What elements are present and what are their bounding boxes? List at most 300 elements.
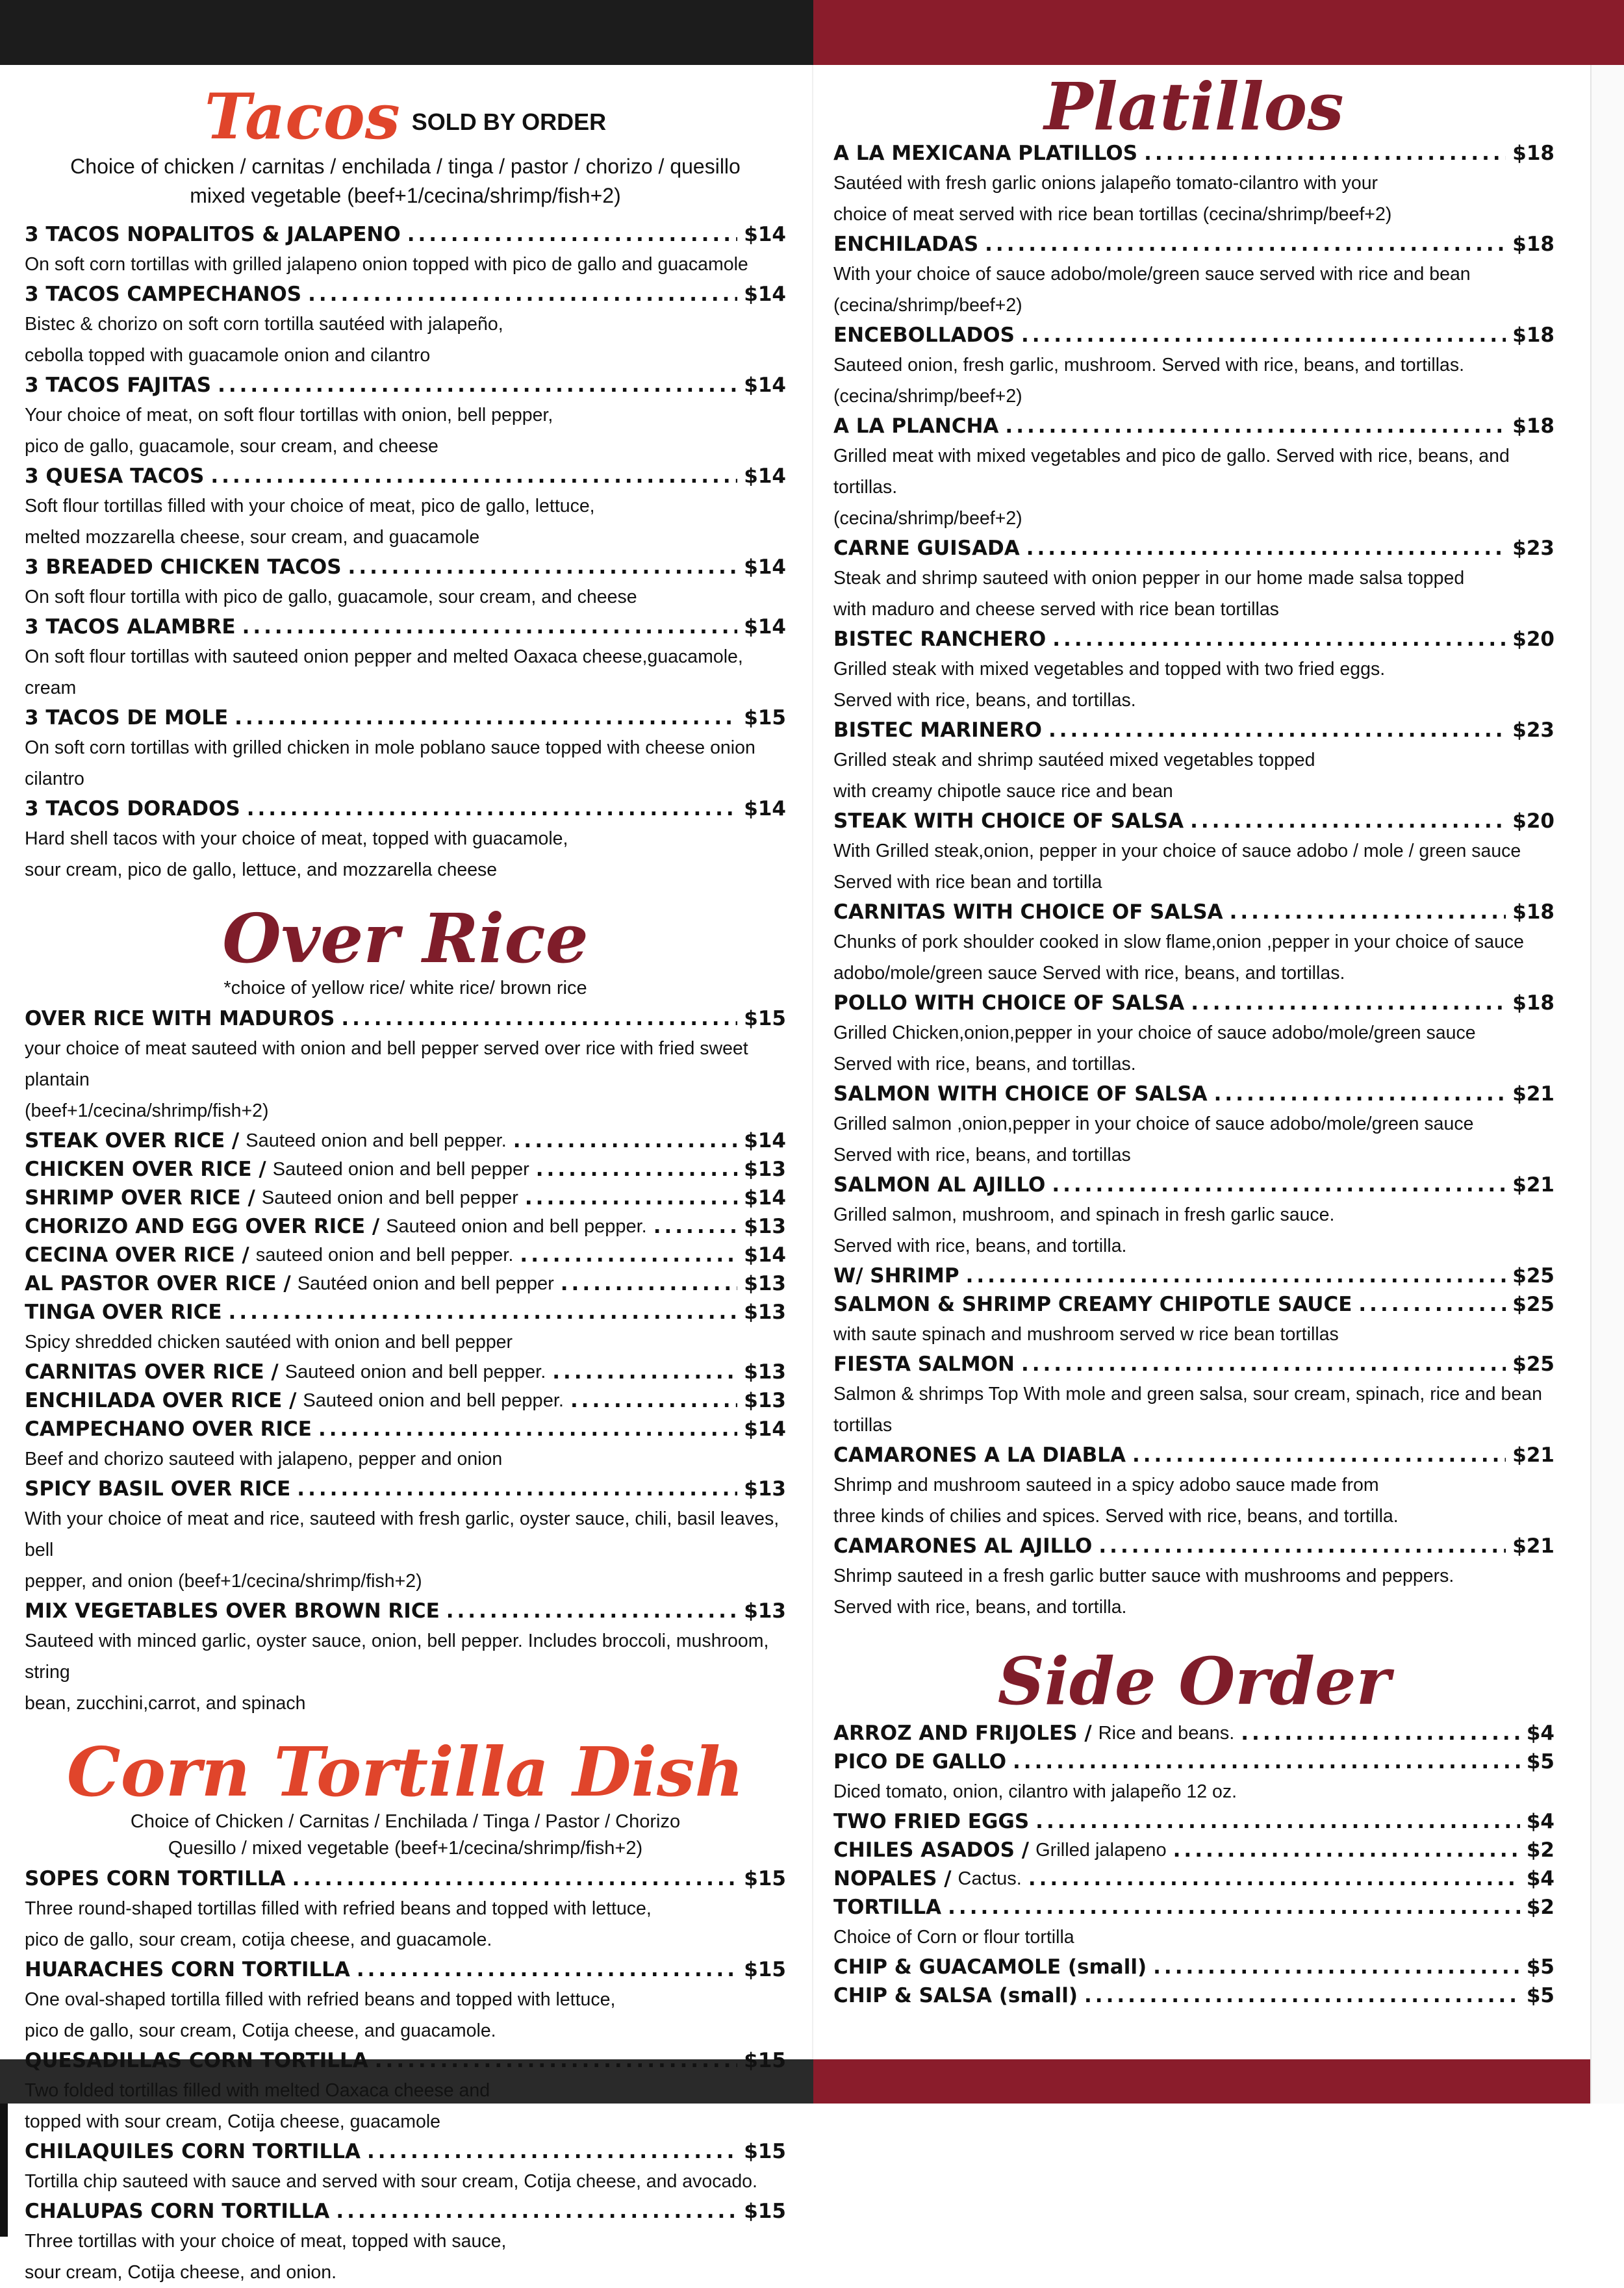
- menu-item-header: [25, 1298, 786, 1327]
- menu-item-price: $4: [1526, 1867, 1554, 1890]
- section-title: Corn Tortilla Dish: [66, 1732, 744, 1812]
- menu-item-header: [833, 1748, 1554, 1776]
- menu-item: [833, 1532, 1554, 1623]
- menu-item-description: Grilled salmon, mushroom, and spinach in fresh garlic sauce.: [833, 1204, 1335, 1225]
- menu-item-header: [25, 1004, 786, 1033]
- menu-item-price: $15: [744, 2200, 786, 2224]
- menu-item-description: adobo/mole/green sauce Served with rice, beans, and tortillas.: [833, 963, 1345, 984]
- menu-item-price: $15: [744, 2049, 786, 2073]
- menu-item: [25, 1184, 786, 1212]
- dot-leader: [308, 280, 737, 309]
- menu-item-description: Choice of Corn or flour tortilla: [833, 1927, 1074, 1948]
- dot-leader: [235, 704, 737, 732]
- menu-item-header: [833, 1080, 1554, 1108]
- dot-leader: [218, 371, 737, 400]
- menu-item-header: [25, 1475, 786, 1503]
- menu-item-price: $5: [1526, 1750, 1554, 1773]
- menu-item-note: sauteed onion and bell pepper.: [255, 1245, 514, 1266]
- menu-item: [833, 1864, 1554, 1893]
- menu-item-description: Served with rice, beans, and tortillas.: [833, 1054, 1136, 1074]
- page-edge-strip: [1590, 65, 1624, 2104]
- menu-item-header: [25, 2137, 786, 2166]
- menu-item-name: CHILES ASADOS /: [833, 1838, 1030, 1862]
- menu-item-header: [833, 898, 1554, 926]
- menu-item-header: [25, 1155, 786, 1184]
- menu-item-price: $13: [744, 1389, 786, 1413]
- menu-item-header: [833, 139, 1554, 168]
- menu-item-header: [25, 2046, 786, 2075]
- menu-item: [25, 1269, 786, 1298]
- section-intro: [25, 1809, 786, 1862]
- menu-item-header: [25, 280, 786, 309]
- menu-item-description: Hard shell tacos with your choice of meat, topped with guacamole,: [25, 828, 568, 849]
- intro-line: Choice of Chicken / Carnitas / Enchilada / Tinga / Pastor / Chorizo: [130, 1811, 681, 1833]
- menu-item-header: [833, 1836, 1554, 1864]
- menu-item-price: $13: [744, 1215, 786, 1239]
- menu-item-name: 3 TACOS NOPALITOS & JALAPENO: [25, 222, 401, 246]
- dot-leader: [336, 2197, 737, 2226]
- menu-item-price: $20: [1512, 628, 1554, 651]
- menu-item: [833, 1350, 1554, 1441]
- menu-item-note: Sauteed onion and bell pepper: [272, 1159, 529, 1180]
- menu-item-header: [25, 462, 786, 490]
- dot-leader: [367, 2137, 737, 2166]
- menu-item-price: $13: [744, 1272, 786, 1296]
- menu-item-header: [25, 1358, 786, 1386]
- menu-item-header: [25, 371, 786, 400]
- menu-item-description: Served with rice, beans, and tortilla.: [833, 1236, 1127, 1256]
- menu-item-price: $2: [1526, 1838, 1554, 1862]
- menu-item-name: CARNE GUISADA: [833, 537, 1020, 560]
- left-column: [25, 65, 786, 2288]
- intro-line: mixed vegetable (beef+1/cecina/shrimp/fish+2): [190, 184, 621, 208]
- menu-item: [833, 625, 1554, 716]
- menu-item: [833, 1836, 1554, 1864]
- menu-item-header: [833, 989, 1554, 1017]
- menu-item-description: sour cream, pico de gallo, lettuce, and mozzarella cheese: [25, 859, 498, 880]
- dot-leader: [1241, 1719, 1520, 1748]
- menu-item-description: Sauteed onion, fresh garlic, mushroom. Served with rice, beans, and tortillas.: [833, 355, 1465, 375]
- menu-item-name: A LA PLANCHA: [833, 414, 999, 438]
- menu-item: [833, 989, 1554, 1080]
- menu-item: [25, 1386, 786, 1415]
- menu-item-name: STEAK OVER RICE /: [25, 1129, 240, 1153]
- menu-item-price: $21: [1512, 1173, 1554, 1197]
- menu-item-header: [833, 625, 1554, 654]
- menu-item-description: with maduro and cheese served with rice bean tortillas: [833, 599, 1279, 620]
- dot-leader: [247, 794, 738, 823]
- dot-leader: [1013, 1748, 1520, 1776]
- menu-item-description: Tortilla chip sauteed with sauce and served with sour cream, Cotija cheese, and avocado.: [25, 2171, 757, 2193]
- menu-item-header: [833, 1441, 1554, 1469]
- menu-item-description: With your choice of sauce adobo/mole/green sauce served with rice and bean: [833, 264, 1471, 285]
- menu-item: [833, 534, 1554, 625]
- dot-leader: [341, 1004, 737, 1033]
- dot-leader: [1052, 1171, 1506, 1199]
- menu-item-description: On soft flour tortilla with pico de gallo, guacamole, sour cream, and cheese: [25, 586, 637, 607]
- menu-item-name: NOPALES /: [833, 1867, 952, 1890]
- scan-edge: [0, 2104, 8, 2237]
- menu-item-name: SHRIMP OVER RICE /: [25, 1186, 255, 1210]
- menu-item-header: [25, 1415, 786, 1443]
- menu-item-description: Sautéed with fresh garlic onions jalapeño tomato-cilantro with your: [833, 173, 1378, 194]
- menu-item-description: (cecina/shrimp/beef+2): [833, 295, 1022, 316]
- menu-item-description: Salmon & shrimps Top With mole and green salsa, sour cream, spinach, rice and bean tortillas: [833, 1384, 1542, 1436]
- dot-leader: [446, 1597, 738, 1625]
- menu-item: [25, 1126, 786, 1155]
- menu-item-description: three kinds of chilies and spices. Served with rice, beans, and tortilla.: [833, 1506, 1399, 1527]
- menu-item-note: Sauteed onion and bell pepper.: [246, 1130, 507, 1152]
- menu-item: [833, 807, 1554, 898]
- menu-item: [833, 230, 1554, 321]
- menu-item: [25, 2046, 786, 2137]
- menu-item-name: 3 TACOS DE MOLE: [25, 705, 229, 730]
- menu-item-description: Soft flour tortillas filled with your choice of meat, pico de gallo, lettuce,: [25, 495, 595, 516]
- menu-item-name: TORTILLA: [833, 1896, 942, 1919]
- menu-items: [833, 1719, 1554, 2010]
- menu-item-description: Grilled steak and shrimp sautéed mixed vegetables topped: [833, 750, 1315, 770]
- menu-item-header: [25, 2197, 786, 2226]
- menu-item-price: $14: [744, 1186, 786, 1210]
- menu-item-name: W/ SHRIMP: [833, 1264, 959, 1288]
- menu-item-description: Your choice of meat, on soft flour tortillas with onion, bell pepper,: [25, 404, 553, 426]
- dot-leader: [561, 1269, 738, 1298]
- dot-leader: [1052, 625, 1506, 654]
- dot-leader: [653, 1212, 738, 1241]
- menu-item: [25, 794, 786, 885]
- dot-leader: [1132, 1441, 1506, 1469]
- menu-item-header: [833, 1171, 1554, 1199]
- menu-item-description: Grilled meat with mixed vegetables and pico de gallo. Served with rice, beans, and tortillas.: [833, 446, 1510, 498]
- tacos-section: [25, 80, 786, 885]
- menu-item-name: CECINA OVER RICE /: [25, 1243, 249, 1267]
- menu-item: [833, 1981, 1554, 2010]
- menu-item: [25, 704, 786, 794]
- tacos-header: [25, 80, 786, 153]
- menu-item-name: ENCHILADAS: [833, 233, 979, 256]
- menu-item-header: [833, 534, 1554, 563]
- dot-leader: [513, 1126, 738, 1155]
- side-order-section: [833, 1643, 1554, 2010]
- dot-leader: [1190, 807, 1506, 835]
- section-intro: [25, 152, 786, 211]
- section-title: Platillos: [1044, 68, 1344, 145]
- menu-item-header: [25, 553, 786, 581]
- menu-item-header: [25, 1955, 786, 1984]
- menu-item-description: One oval-shaped tortilla filled with refried beans and topped with lettuce,: [25, 1989, 616, 2011]
- menu-item-name: STEAK WITH CHOICE OF SALSA: [833, 809, 1184, 833]
- menu-item-description: (cecina/shrimp/beef+2): [833, 386, 1022, 407]
- menu-item: [833, 1807, 1554, 1836]
- menu-item: [833, 1171, 1554, 1262]
- menu-item-price: $21: [1512, 1082, 1554, 1106]
- menu-item-description: topped with sour cream, Cotija cheese, guacamole: [25, 2111, 441, 2133]
- menu-item-header: [833, 1719, 1554, 1748]
- menu-item: [25, 1415, 786, 1475]
- menu-item: [25, 613, 786, 704]
- menu-item-name: A LA MEXICANA PLATILLOS: [833, 142, 1138, 165]
- column-divider: [812, 65, 813, 2059]
- menu-item-price: $21: [1512, 1443, 1554, 1467]
- dot-leader: [1144, 139, 1506, 168]
- menu-item-price: $18: [1512, 233, 1554, 256]
- menu-item-header: [25, 1241, 786, 1269]
- menu-item-price: $15: [744, 2140, 786, 2164]
- menu-item-description: with saute spinach and mushroom served w rice bean tortillas: [833, 1324, 1339, 1345]
- menu-item-description: Beef and chorizo sauteed with jalapeno, pepper and onion: [25, 1449, 503, 1470]
- menu-item-price: $15: [744, 1007, 786, 1031]
- menu-item: [25, 220, 786, 280]
- menu-item-description: your choice of meat sauteed with onion and bell pepper served over rice with fried sweet plantain: [25, 1038, 748, 1091]
- menu-item-name: ARROZ AND FRIJOLES /: [833, 1722, 1092, 1745]
- dot-leader: [1098, 1532, 1506, 1560]
- menu-item-name: 3 TACOS CAMPECHANOS: [25, 282, 302, 306]
- menu-item-header: [833, 1864, 1554, 1893]
- menu-item-header: [833, 807, 1554, 835]
- menu-item-name: TWO FRIED EGGS: [833, 1810, 1030, 1833]
- menu-item-price: $23: [1512, 537, 1554, 560]
- menu-item-price: $5: [1526, 1984, 1554, 2007]
- menu-item-price: $14: [744, 796, 786, 820]
- dot-leader: [1214, 1080, 1506, 1108]
- menu-item-name: 3 TACOS FAJITAS: [25, 373, 212, 397]
- menu-item: [25, 371, 786, 462]
- dot-leader: [966, 1262, 1506, 1290]
- menu-item: [25, 2137, 786, 2197]
- menu-item-description: Two folded tortillas filled with melted Oaxaca cheese and: [25, 2080, 490, 2102]
- menu-item-name: CAMPECHANO OVER RICE: [25, 1417, 312, 1442]
- menu-item-name: POLLO WITH CHOICE OF SALSA: [833, 991, 1185, 1015]
- dot-leader: [552, 1358, 737, 1386]
- menu-item-price: $18: [1512, 414, 1554, 438]
- dot-leader: [570, 1386, 737, 1415]
- menu-item-description: Steak and shrimp sauteed with onion pepper in our home made salsa topped: [833, 568, 1465, 589]
- bottom-band-maroon: [813, 2059, 1590, 2104]
- dot-leader: [525, 1184, 737, 1212]
- menu-item-header: [833, 1953, 1554, 1981]
- sold-by-order-label: SOLD BY ORDER: [411, 108, 607, 136]
- menu-item-name: SALMON AL AJILLO: [833, 1173, 1046, 1197]
- menu-item-description: With your choice of meat and rice, sauteed with fresh garlic, oyster sauce, chili, basil leaves, bell: [25, 1508, 780, 1561]
- menu-item-price: $14: [744, 1129, 786, 1153]
- menu-item: [833, 1441, 1554, 1532]
- corn-tortilla-section: [25, 1732, 786, 2288]
- menu-item-price: $2: [1526, 1896, 1554, 1919]
- dot-leader: [1048, 716, 1506, 744]
- dot-leader: [520, 1241, 737, 1269]
- section-title: Over Rice: [222, 898, 589, 978]
- menu-item-name: SALMON WITH CHOICE OF SALSA: [833, 1082, 1208, 1106]
- menu-item-price: $25: [1512, 1353, 1554, 1376]
- menu-item-price: $14: [744, 555, 786, 579]
- menu-item-price: $4: [1526, 1722, 1554, 1745]
- menu-item-description: Chunks of pork shoulder cooked in slow flame,onion ,pepper in your choice of sauce: [833, 932, 1525, 952]
- menu-item-name: BISTEC RANCHERO: [833, 628, 1047, 651]
- menu-item-description: with creamy chipotle sauce rice and bean: [833, 781, 1173, 802]
- menu-item: [25, 280, 786, 371]
- menu-item: [25, 462, 786, 553]
- menu-item-header: [833, 1532, 1554, 1560]
- menu-item-description: Served with rice, beans, and tortilla.: [833, 1597, 1127, 1618]
- dot-leader: [375, 2046, 738, 2075]
- menu-item-description: pico de gallo, guacamole, sour cream, and cheese: [25, 435, 438, 457]
- menu-item-description: (beef+1/cecina/shrimp/fish+2): [25, 1100, 269, 1122]
- menu-item-description: On soft corn tortillas with grilled jalapeno onion topped with pico de gallo and guacamole: [25, 253, 748, 275]
- dot-leader: [1005, 412, 1506, 440]
- menu-item-description: (cecina/shrimp/beef+2): [833, 508, 1022, 529]
- menu-item-description: Three round-shaped tortillas filled with refried beans and topped with lettuce,: [25, 1898, 652, 1920]
- menu-item-price: $15: [744, 1867, 786, 1891]
- menu-item-note: Sauteed onion and bell pepper.: [285, 1362, 546, 1383]
- menu-item-price: $25: [1512, 1264, 1554, 1288]
- menu-item-name: ENCEBOLLADOS: [833, 324, 1015, 347]
- intro-line: Quesillo / mixed vegetable (beef+1/cecina/shrimp/fish+2): [168, 1838, 643, 1859]
- menu-item-price: $13: [744, 1360, 786, 1384]
- menu-item-description: Diced tomato, onion, cilantro with jalapeño 12 oz.: [833, 1781, 1237, 1802]
- dot-leader: [1021, 1350, 1506, 1379]
- menu-item-header: [833, 1290, 1554, 1319]
- menu-item-name: 3 TACOS ALAMBRE: [25, 615, 236, 639]
- menu-items: [25, 1004, 786, 1719]
- menu-item-header: [833, 1981, 1554, 2010]
- menu-item-name: MIX VEGETABLES OVER BROWN RICE: [25, 1599, 440, 1623]
- menu-item: [833, 1262, 1554, 1290]
- menu-item-name: PICO DE GALLO: [833, 1750, 1007, 1773]
- menu-item-description: pico de gallo, sour cream, cotija cheese, and guacamole.: [25, 1929, 492, 1951]
- menu-item-price: $13: [744, 1301, 786, 1325]
- menu-item-header: [25, 1269, 786, 1298]
- menu-item-description: Shrimp and mushroom sauteed in a spicy adobo sauce made from: [833, 1475, 1379, 1495]
- menu-item-description: Sauteed with minced garlic, oyster sauce, onion, bell pepper. Includes broccoli, mushroom, string: [25, 1631, 769, 1683]
- menu-item: [25, 1212, 786, 1241]
- menu-item-description: cebolla topped with guacamole onion and cilantro: [25, 344, 431, 366]
- menu-item-header: [833, 716, 1554, 744]
- menu-item-price: $21: [1512, 1534, 1554, 1558]
- menu-item-header: [833, 1807, 1554, 1836]
- right-column: [833, 65, 1554, 2010]
- dot-leader: [318, 1415, 737, 1443]
- menu-item-header: [25, 704, 786, 732]
- section-title: Tacos: [204, 80, 400, 153]
- menu-item-description: bean, zucchini,carrot, and spinach: [25, 1693, 306, 1714]
- menu-item-name: 3 BREADED CHICKEN TACOS: [25, 555, 342, 579]
- menu-item-name: CARNITAS WITH CHOICE OF SALSA: [833, 900, 1223, 924]
- menu-item-note: Sauteed onion and bell pepper: [261, 1188, 518, 1209]
- menu-item-description: melted mozzarella cheese, sour cream, and guacamole: [25, 526, 480, 548]
- dot-leader: [210, 462, 737, 490]
- dot-leader: [1358, 1290, 1506, 1319]
- top-band-dark: [0, 0, 813, 65]
- menu-item-description: With Grilled steak,onion, pepper in your choice of sauce adobo / mole / green sauce: [833, 841, 1521, 861]
- menu-item-header: [25, 1386, 786, 1415]
- menu-item: [833, 1953, 1554, 1981]
- dot-leader: [1035, 1807, 1520, 1836]
- menu-item-header: [833, 1350, 1554, 1379]
- dot-leader: [348, 553, 738, 581]
- dot-leader: [242, 613, 738, 641]
- menu-item-header: [833, 321, 1554, 350]
- dot-leader: [1028, 1864, 1520, 1893]
- menu-item-description: Served with rice, beans, and tortillas: [833, 1145, 1131, 1165]
- dot-leader: [948, 1893, 1520, 1922]
- menu-item: [833, 716, 1554, 807]
- menu-item-header: [25, 1212, 786, 1241]
- menu-item: [25, 2197, 786, 2288]
- menu-item-header: [833, 1262, 1554, 1290]
- menu-item: [833, 321, 1554, 412]
- menu-item-name: CAMARONES A LA DIABLA: [833, 1443, 1126, 1467]
- menu-item-description: Grilled steak with mixed vegetables and topped with two fried eggs.: [833, 659, 1386, 680]
- menu-item-description: On soft corn tortillas with grilled chicken in mole poblano sauce topped with cheese onion cilantro: [25, 737, 755, 789]
- menu-item-header: [25, 220, 786, 249]
- menu-item-name: CAMARONES AL AJILLO: [833, 1534, 1093, 1558]
- menu-item-note: Sauteed onion and bell pepper.: [386, 1216, 647, 1238]
- menu-item-description: choice of meat served with rice bean tortillas (cecina/shrimp/beef+2): [833, 204, 1392, 225]
- menu-item-name: AL PASTOR OVER RICE /: [25, 1272, 291, 1296]
- dot-leader: [292, 1864, 738, 1893]
- menu-item-header: [833, 230, 1554, 259]
- dot-leader: [1084, 1981, 1520, 2010]
- menu-items: [25, 220, 786, 885]
- menu-item-price: $13: [744, 1158, 786, 1182]
- menu-item-description: On soft flour tortillas with sauteed onion pepper and melted Oaxaca cheese,guacamole, cream: [25, 646, 743, 698]
- menu-item-price: $15: [744, 1958, 786, 1982]
- menu-item-name: CHILAQUILES CORN TORTILLA: [25, 2140, 361, 2164]
- menu-item: [833, 412, 1554, 534]
- menu-item: [833, 1080, 1554, 1171]
- menu-item: [25, 1358, 786, 1386]
- menu-item: [25, 1241, 786, 1269]
- menu-item: [25, 1597, 786, 1719]
- menu-item-price: $15: [744, 705, 786, 730]
- section-intro: [25, 975, 786, 1002]
- menu-item-price: $14: [744, 373, 786, 397]
- menu-item-name: ENCHILADA OVER RICE /: [25, 1389, 297, 1413]
- menu-item-description: Served with rice bean and tortilla: [833, 872, 1102, 893]
- menu-item-description: Grilled Chicken,onion,pepper in your choice of sauce adobo/mole/green sauce: [833, 1023, 1476, 1043]
- menu-item-name: HUARACHES CORN TORTILLA: [25, 1958, 350, 1982]
- menu-item-header: [25, 1864, 786, 1893]
- intro-line: Choice of chicken / carnitas / enchilada / tinga / pastor / chorizo / quesillo: [70, 155, 741, 178]
- menu-item-name: TINGA OVER RICE: [25, 1301, 222, 1325]
- menu-item-header: [25, 794, 786, 823]
- section-title: Side Order: [997, 1643, 1391, 1720]
- menu-item-description: Grilled salmon ,onion,pepper in your choice of sauce adobo/mole/green sauce: [833, 1113, 1474, 1134]
- menu-item-price: $25: [1512, 1293, 1554, 1316]
- menu-item-price: $14: [744, 615, 786, 639]
- menu-item-name: CHICKEN OVER RICE /: [25, 1158, 266, 1182]
- menu-item-price: $14: [744, 464, 786, 488]
- menu-item-description: Shrimp sauteed in a fresh garlic butter sauce with mushrooms and peppers.: [833, 1566, 1454, 1586]
- menu-item-name: 3 QUESA TACOS: [25, 464, 205, 488]
- menu-item-header: [25, 1597, 786, 1625]
- menu-item-price: $14: [744, 1417, 786, 1442]
- menu-item-price: $13: [744, 1599, 786, 1623]
- dot-leader: [1153, 1953, 1520, 1981]
- dot-leader: [1021, 321, 1506, 350]
- dot-leader: [407, 220, 738, 249]
- menu-item-description: pepper, and onion (beef+1/cecina/shrimp/fish+2): [25, 1571, 422, 1592]
- menu-item-price: $18: [1512, 142, 1554, 165]
- menu-item: [25, 1004, 786, 1126]
- menu-item-note: Sautéed onion and bell pepper: [297, 1273, 554, 1295]
- dot-leader: [1026, 534, 1506, 563]
- menu-item: [25, 1155, 786, 1184]
- menu-item-price: $14: [744, 282, 786, 306]
- menu-item-name: CHIP & GUACAMOLE (small): [833, 1955, 1147, 1979]
- menu-item-header: [25, 613, 786, 641]
- menu-item-price: $13: [744, 1477, 786, 1501]
